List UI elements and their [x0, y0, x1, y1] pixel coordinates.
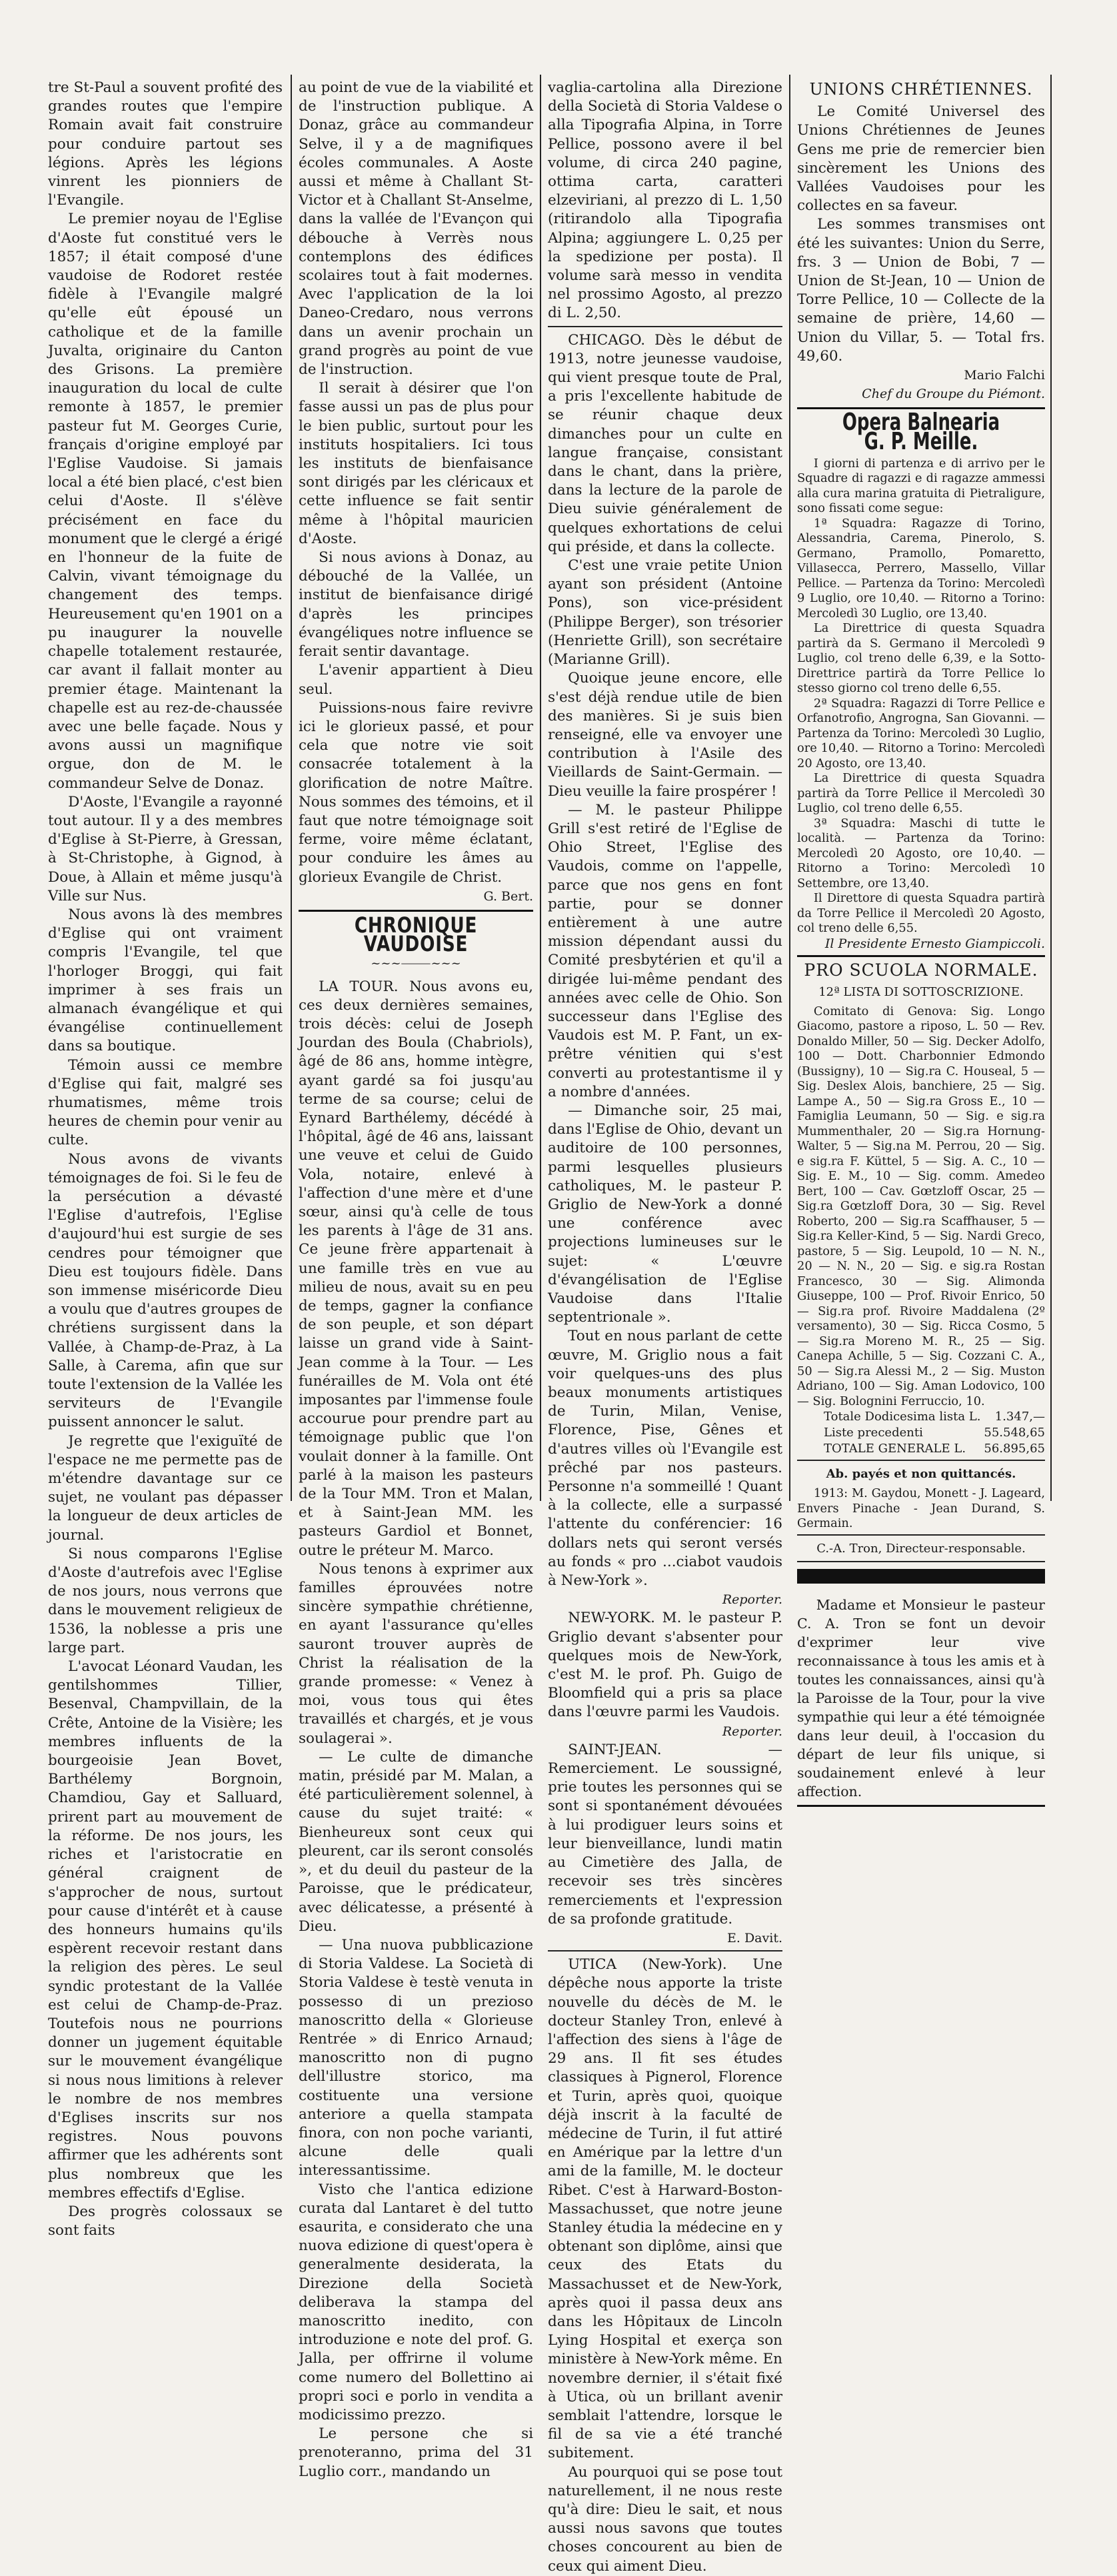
section-subtitle: 12ª LISTA DI SOTTOSCRIZIONE.	[818, 984, 1024, 999]
section-divider	[299, 910, 533, 912]
column-rule	[789, 75, 790, 1501]
article-paragraph: Les sommes transmises ont été les suivantes: Union du Serre, frs. 3 — Union de Bobi, 7 — Union de St-Jean, 10 — Union de Torre Pellice, 10 — Collecte de la semaine de prière, 14,60 — Union du Villar, 5. — Total frs. 49,60.	[797, 216, 1045, 365]
article-paragraph: CHICAGO. Dès le début de 1913, notre jeunesse vaudoise, qui vient presque toute de Pral, a pris l'excellente habitude de se réunir chaque deux dimanches pour un culte en langue française, consistant dans le chant, dans la prière, dans la lecture de la parole de Dieu suivie généralement de quelques exhortations de celui qui préside, et dans la collecte.	[548, 331, 782, 555]
section-divider	[797, 1805, 1045, 1807]
article-paragraph: L'avenir appartient à Dieu seul.	[299, 662, 533, 698]
divider	[797, 1534, 1045, 1536]
author-signature: G. Bert.	[483, 888, 533, 904]
article-paragraph: Au pourquoi qui se pose tout naturellement, il ne nous reste qu'à dire: Dieu le sait, et nous aussi nous savons que toutes choses concourent au bien de ceux qui aiment Dieu.	[548, 2463, 782, 2575]
announcement: Madame et Monsieur le pasteur C. A. Tron se font un devoir d'exprimer leur vive reconnaissance à tous les amis et à toutes les connaissances, ainsi qu'à la Paroisse de la Tour, pour la vive sympathie qui leur a été témoignée dans leur deuil, à l'occasion du départ de leur fils unique, si soudainement enlevé à leur affection.	[797, 1597, 1045, 1800]
article-paragraph: 2ª Squadra: Ragazzi di Torre Pellice e Orfanotrofio, Angrogna, San Giovanni. — Partenza da Torino: Mercoledì 30 Luglio, ore 10,40. — Ritorno a Torino: Mercoledì 20 Agosto, ore 13,40.	[797, 696, 1045, 770]
black-bar	[797, 1569, 1045, 1584]
article-paragraph: — Le culte de dimanche matin, présidé par M. Malan, a été particulièrement solennel, à cause du sujet traité: « Bienheureux sont ceux qui pleurent, car ils seront consolés », et du deuil du pasteur de la Paroisse, que le prédicateur, avec délicatesse, a présenté à Dieu.	[299, 1748, 533, 1935]
column-4	[797, 79, 1045, 1800]
article-paragraph: D'Aoste, l'Evangile a rayonné tout autour. Il y a des membres d'Eglise à St-Pierre, à Gressan, à St-Christophe, à Gignod, à Doue, à Allain et même jusqu'à Ville sur Nus.	[48, 793, 283, 904]
divider	[548, 326, 782, 327]
divider	[797, 1561, 1045, 1562]
total-label: Liste precedenti	[824, 1426, 923, 1440]
ornament-icon: ~~~⸻~~~	[371, 956, 461, 971]
column-2	[299, 79, 533, 2480]
director-line: C.-A. Tron, Directeur-responsable.	[816, 1541, 1026, 1556]
article-paragraph: La Direttrice di questa Squadra partirà da S. Germano il Mercoledì 9 Luglio, col treno delle 6,39, e la Sotto-Direttrice partirà da Torre Pellice lo stesso giorno col treno delle 6,55.	[797, 621, 1045, 696]
article-paragraph: LA TOUR. Nous avons eu, ces deux dernières semaines, trois décès: celui de Joseph Jourdan des Boula (Chabriols), âgé de 86 ans, homme intègre, ayant gardé sa foi jusqu'au terme de sa course; celui de Eynard Barthélemy, décédé à l'hôpital, âgé de 46 ans, laissant une veuve et celui de Guido Vola, notaire, enlevé à l'affection d'une mère et d'une sœur, ainsi qu'à celle de tous les parents à l'âge de 31 ans. Ce jeune frère appartenait à une famille très en vue au milieu de nous, avait su en peu de temps, gagner la confiance de son peuple, et son départ laisse un grand vide à Saint-Jean comme à la Tour. — Les funérailles de M. Vola ont été imposantes par l'immense foule accourue pour prendre part au témoignage public que l'on voulait donner à la famille. Ont parlé à la maison les pasteurs de la Tour MM. Tron et Malan, et à Saint-Jean MM. les pasteurs Gardiol et Bonnet, outre le préteur M. Marco.	[299, 978, 533, 1559]
subscription-list: Comitato di Genova: Sig. Longo Giacomo, pastore a riposo, L. 50 — Rev. Donaldo Miller, 50 — Sig. Decker Adolfo, 100 — Dott. Charbonnier Edmondo (Bussigny), 10 — Sig.ra C. Houseal, 5 — Sig. Deslex Alois, banchiere, 25 — Sig. Lampe A., 50 — Sig.ra Gross E., 10 — Famiglia Leumann, 50 — Sig. e sig.ra Mummenthaler, 20 — Sig.ra Hornung-Walter, 5 — Sig.na M. Perrou, 20 — Sig. e sig.ra F. Küttel, 5 — Sig. A. C., 10 — Sig. E. M., 10 — Sig. comm. Amedeo Bert, 100 — Cav. Gœtzloff Oscar, 25 — Sig.ra Gœtzloff Dora, 30 — Sig. Revel Roberto, 200 — Sig.ra Scaffhauser, 5 — Sig.ra Keller-Kind, 5 — Sig. Nardi Greco, pastore, 5 — Sig. Leupold, 10 — N. N., 20 — N. N., 20 — Sig. e sig.ra Rostan Francesco, 30 — Sig. Alimonda Giuseppe, 100 — Prof. Rivoir Enrico, 50 — Sig.ra prof. Rivoire Maddalena (2º versamento), 30 — Sig. Ricca Cosmo, 5 — Sig.ra Moreno M. R., 25 — Sig. Canepa Achille, 5 — Sig. Cozzani C. A., 50 — Sig.ra Alessi M., 2 — Sig. Muston Adriano, 100 — Sig. Aman Lodovico, 100 — Sig. Bolognini Ferruccio, 10.	[797, 1004, 1045, 1408]
article-paragraph: NEW-YORK. M. le pasteur P. Griglio devant s'absenter pour quelques mois de New-York, c'est M. le prof. Ph. Guigo de Bloomfield qui a pris sa place dans l'œuvre parmi les Vaudois.	[548, 1610, 782, 1721]
article-paragraph: Le persone che si prenoteranno, prima del 31 Luglio corr., mandando un	[299, 2425, 533, 2480]
article-paragraph: Puissions-nous faire revivre ici le glorieux passé, et pour cela que notre vie soit consacrée totalement à la glorification de notre Maître. Nous sommes des témoins, et il faut que notre témoignage soit ferme, voire même éclatant, pour conduire les âmes au glorieux Evangile de Christ.	[299, 699, 533, 886]
table-row	[797, 1409, 1045, 1425]
section-divider	[797, 955, 1045, 957]
article-paragraph: Tout en nous parlant de cette œuvre, M. Griglio nous a fait voir quelques-uns des plus beaux monuments artistiques de Turin, Milan, Venise, Florence, Pise, Gênes et d'autres villes où l'Evangile est prêché par nos pasteurs. Personne n'a sommeillé ! Quant à la collecte, elle a surpassé l'attente du conférencier: 16 dollars nets qui seront versés au fonds « pro ...ciabot vaudois à New-York ».	[548, 1328, 782, 1590]
article-paragraph: Nous avons de vivants témoignages de foi. Si le feu de la persécution a dévasté l'Eglise d'autrefois, l'Eglise d'aujourd'hui est surgie de ses cendres pour témoigner que Dieu est toujours fidèle. Dans son immense miséricorde Dieu a voulu que d'autres groupes de chrétiens surgissent dans la Vallée, à Champ-de-Praz, à La Salle, à Carema, afin que sur toute l'extension de la Vallée les serviteurs de l'Evangile puissent annoncer le salut.	[48, 1150, 283, 1431]
author-signature: Il Presidente Ernesto Giampiccoli.	[824, 936, 1045, 951]
divider	[548, 1950, 782, 1951]
article-paragraph: Visto che l'antica edizione curata dal Lantaret è del tutto esaurita, e considerato che una nuova edizione di quest'opera è generalmente desiderata, la Direzione della Società deliberava la stampa del manoscritto inedito, con introduzione e note del prof. G. Jalla, per offrirne il volume come numero del Bollettino ai propri soci e porlo in vendita a modicissimo prezzo.	[299, 2181, 533, 2423]
total-value: 55.548,65	[984, 1426, 1045, 1440]
article-paragraph: — Una nuova pubblicazione di Storia Valdese. La Società di Storia Valdese è testè venuta in possesso di un prezioso manoscritto della « Glorieuse Rentrée » di Enrico Arnaud; manoscritto non di pugno dell'illustre storico, ma costituente una versione anteriore a quella stampata finora, con non poche varianti, alcune delle quali interessantissime.	[299, 1936, 533, 2179]
author-signature: Mario Falchi	[964, 368, 1045, 383]
article-paragraph: Quoique jeune encore, elle s'est déjà rendue utile de bien des manières. Si je suis bien renseigné, elle va envoyer une contribution à l'Asile des Vieillards de Saint-Germain. — Dieu veuille la faire prospérer !	[548, 670, 782, 800]
article-paragraph: Si nous avions à Donaz, au débouché de la Vallée, un institut de bienfaisance dirigé d'après les principes évangéliques notre influence se ferait sentir davantage.	[299, 549, 533, 660]
article-paragraph: 3ª Squadra: Maschi di tutte le località. — Partenza da Torino: Mercoledì 20 Agosto, ore 10,40. — Ritorno a Torino: Mercoledì 10 Settembre, ore 13,40.	[797, 816, 1045, 890]
article-paragraph: UTICA (New-York). Une dépêche nous apporte la triste nouvelle du décès de M. le docteur Stanley Tron, enlevé à l'affection des siens à l'âge de 29 ans. Il fit ses études classiques à Pignerol, Florence et Turin, après quoi, quoique déjà inscrit à la faculté de médecine de Turin, il fut attiré en Amérique par la lettre d'un ami de la famille, M. le docteur Ribet. C'est à Harward-Boston-Massachusset, que notre jeune Stanley étudia la médecine en y obtenant son diplôme, ainsi que ceux des Etats du Massachusset et de New-York, après quoi il passa deux ans dans les Hôpitaux de Lincoln Lying Hospital et exerça son ministère à New-York même. En novembre dernier, il s'était fixé à Utica, où un brillant avenir semblait l'attendre, lorsque le fil de sa vie a été tranché subitement.	[548, 1956, 782, 2462]
column-rule	[1050, 75, 1052, 1501]
article-paragraph: au point de vue de la viabilité et de l'instruction publique. A Donaz, grâce au commandeur Selve, il y a de magnifiques écoles communales. A Aoste aussi et même à Challant St-Victor et à Challant St-Anselme, dans la vallée de l'Evançon qui débouche à Verrès nous contemplons des édifices scolaires tout à fait modernes. Avec l'application de la loi Daneo-Credaro, nous verrons dans un avenir prochain un grand progrès au point de vue de l'instruction.	[299, 79, 533, 379]
table-row	[797, 1425, 1045, 1441]
article-paragraph: Si nous comparons l'Eglise d'Aoste d'autrefois avec l'Eglise de nos jours, nous verrons que dans le mouvement religieux de 1536, la noblesse a pris une large part.	[48, 1545, 283, 1656]
article-paragraph: — M. le pasteur Philippe Grill s'est retiré de l'Eglise de Ohio Street, l'Eglise des Vaudois, comme on l'appelle, parce que nos gens en font partie, pour se donner entièrement à une autre mission dépendant aussi du Comité presbytérien et qu'il a dirigée lui-même pendant des années avec celle de Ohio. Son successeur dans l'Eglise des Vaudois est M. P. Fant, un ex-prêtre vénitien qui s'est converti au protestantisme il y a nombre d'années.	[548, 801, 782, 1100]
section-title: Ab. payés et non quittancés.	[826, 1467, 1016, 1482]
article-paragraph: I giorni di partenza e di arrivo per le Squadre di ragazzi e di ragazze ammessi alla cura marina gratuita di Pietraligure, sono fissati come segue:	[797, 456, 1045, 516]
column-1	[48, 79, 283, 2239]
section-title: Opera Balnearia G. P. Meille.	[842, 409, 1000, 455]
total-label: TOTALE GENERALE L.	[824, 1442, 966, 1456]
column-3	[548, 79, 782, 2575]
article-paragraph: 1913: M. Gaydou, Monett - J. Lageard, Envers Pinache - Jean Durand, S. Germain.	[797, 1486, 1045, 1531]
article-paragraph: vaglia-cartolina alla Direzione della Società di Storia Valdese o alla Tipografia Alpina, in Torre Pellice, possono avere il bel volume, di circa 240 pagine, ottima carta, caratteri elzeviriani, al prezzo di L. 1,50 (ritirandolo alla Tipografia Alpina; aggiungere L. 0,25 per la spedizione per posta). Il volume sarà messo in vendita nel prossimo Agosto, al prezzo di L. 2,50.	[548, 79, 782, 322]
article-paragraph: La Direttrice di questa Squadra partirà da Torre Pellice il Mercoledì 30 Luglio, col treno delle 6,55.	[797, 771, 1045, 816]
article-paragraph: tre St-Paul a souvent profité des grandes routes que l'empire Romain avait fait construire pour conduire partout ses légions. Après les légions vinrent les pionniers de l'Evangile.	[48, 79, 283, 209]
section-title: CHRONIQUE VAUDOISE	[354, 912, 478, 957]
table-row	[797, 1441, 1045, 1457]
article-paragraph: Des progrès colossaux se sont faits	[48, 2203, 283, 2239]
column-rule	[540, 75, 541, 1501]
article-paragraph: Je regrette que l'exiguïté de l'espace ne me permette pas de m'étendre davantage sur ce sujet, ne voulant pas dépasser la longueur de deux articles de journal.	[48, 1432, 283, 1544]
article-paragraph: C'est une vraie petite Union ayant son président (Antoine Pons), son vice-président (Philippe Berger), son trésorier (Henriette Grill), son secrétaire (Marianne Grill).	[548, 557, 782, 668]
article-paragraph: 1ª Squadra: Ragazze di Torino, Alessandria, Carema, Pinerolo, S. Germano, Pramollo, Pomaretto, Villasecca, Perrero, Massello, Villar Pellice. — Partenza da Torino: Mercoledì 9 Luglio, ore 10,40. — Ritorno a Torino: Mercoledì 30 Luglio, ore 13,40.	[797, 516, 1045, 621]
article-paragraph: Il Direttore di questa Squadra partirà da Torre Pellice il Mercoledì 20 Agosto, col treno delle 6,55.	[797, 891, 1045, 936]
article-paragraph: — Dimanche soir, 25 mai, dans l'Eglise de Ohio, devant un auditoire de 100 personnes, parmi lesquelles plusieurs catholiques, M. le pasteur P. Griglio de New-York a donné une conférence avec projections lumineuses sur le sujet: « L'œuvre d'évangélisation de l'Eglise Vaudoise dans l'Italie septentrionale ».	[548, 1102, 782, 1326]
author-signature: E. Davit.	[727, 1930, 782, 1945]
divider	[797, 1460, 1045, 1461]
author-signature: Chef du Groupe du Piémont.	[862, 387, 1045, 402]
total-label: Totale Dodicesima lista L.	[824, 1410, 981, 1424]
author-signature: Reporter.	[722, 1592, 782, 1608]
author-signature: Reporter.	[722, 1724, 782, 1739]
article-paragraph: Le premier noyau de l'Eglise d'Aoste fut constitué vers le 1857; il était composé d'une vaudoise de Rodoret restée fidèle à l'Evangile malgré qu'elle eût épousé un catholique et de la famille Juvalta, originaire du Canton des Grisons. La première inauguration du local de culte remonte à 1857, le premier pasteur fut M. Georges Curie, français d'origine employé par l'Eglise Vaudoise. Si jamais local a été bien placé, c'est bien celui d'Aoste. Il s'élève précisément en face du monument que le clergé a érigé en l'honneur de la fuite de Calvin, vivant témoignage du changement des temps. Heureusement qu'en 1901 on a pu inaugurer la nouvelle chapelle totalement restaurée, car avant il fallait monter au premier étage. Maintenant la chapelle est au rez-de-chaussée avec une belle façade. Nous y avons aussi un magnifique orgue, don de M. le commandeur Selve de Donaz.	[48, 211, 283, 792]
total-value: 56.895,65	[984, 1442, 1045, 1456]
article-paragraph: Il serait à désirer que l'on fasse aussi un pas de plus pour le bien public, surtout pour les instituts hospitaliers. Ici tous les instituts de bienfaisance sont dirigés par les cléricaux et cette influence se fait sentir même à l'hôpital mauricien d'Aoste.	[299, 380, 533, 547]
article-paragraph: Le Comité Universel des Unions Chrétiennes de Jeunes Gens me prie de remercier bien sincèrement les Unions des Vallées Vaudoises pour les collectes en sa faveur.	[797, 103, 1045, 215]
article-paragraph: Nous tenons à exprimer aux familles éprouvées notre sincère sympathie chrétienne, en ayant l'assurance qu'elles sauront trouver auprès de Christ la réalisation de la grande promesse: « Venez à moi, vous tous qui êtes travaillés et chargés, et je vous soulagerai ».	[299, 1560, 533, 1747]
article-paragraph: Nous avons là des membres d'Eglise qui ont vraiment compris l'Evangile, tel que l'horloger Broggi, qui fait imprimer à ses frais un almanach évangélique et qui évangélise continuellement dans sa boutique.	[48, 906, 283, 1055]
column-rule	[291, 75, 292, 1501]
article-paragraph: Témoin aussi ce membre d'Eglise qui fait, malgré ses rhumatismes, même trois heures de chemin pour venir au culte.	[48, 1056, 283, 1149]
total-value: 1.347,—	[994, 1410, 1045, 1424]
article-paragraph: SAINT-JEAN. — Remerciement. Le soussigné, prie toutes les personnes qui se sont si spontanément dévouées à lui prodiguer leurs soins et leur bienveillance, lundi matin au Cimetière des Jalla, de recevoir ses très sincères remerciements et l'expression de sa profonde gratitude.	[548, 1741, 782, 1928]
article-paragraph: L'avocat Léonard Vaudan, les gentilshommes Tillier, Besenval, Champvillain, de la Crête, Antoine de la Visière; les membres influents de la bourgeoisie Jean Bovet, Barthélemy Borgnoin, Chamdiou, Gay et Salluard, prirent part au mouvement de la réforme. De nos jours, les riches et l'aristocratie en général craignent de s'approcher de nous, surtout pour cause d'intérêt et à cause des honneurs humains qu'ils espèrent recevoir restant dans la religion des pères. Le seul syndic protestant de la Vallée est celui de Champ-de-Praz. Toutefois nous ne pourrions donner un jugement équitable sur le mouvement évangélique si nous nous limitions à relever le nombre de nos membres d'Eglises inscrits sur nos registres. Nous pouvons affirmer que les adhérents sont plus nombreux que les membres effectifs d'Eglise.	[48, 1658, 283, 2201]
section-title: PRO SCUOLA NORMALE.	[804, 960, 1038, 980]
totals-table	[797, 1409, 1045, 1457]
section-title: UNIONS CHRÉTIENNES.	[809, 80, 1033, 99]
